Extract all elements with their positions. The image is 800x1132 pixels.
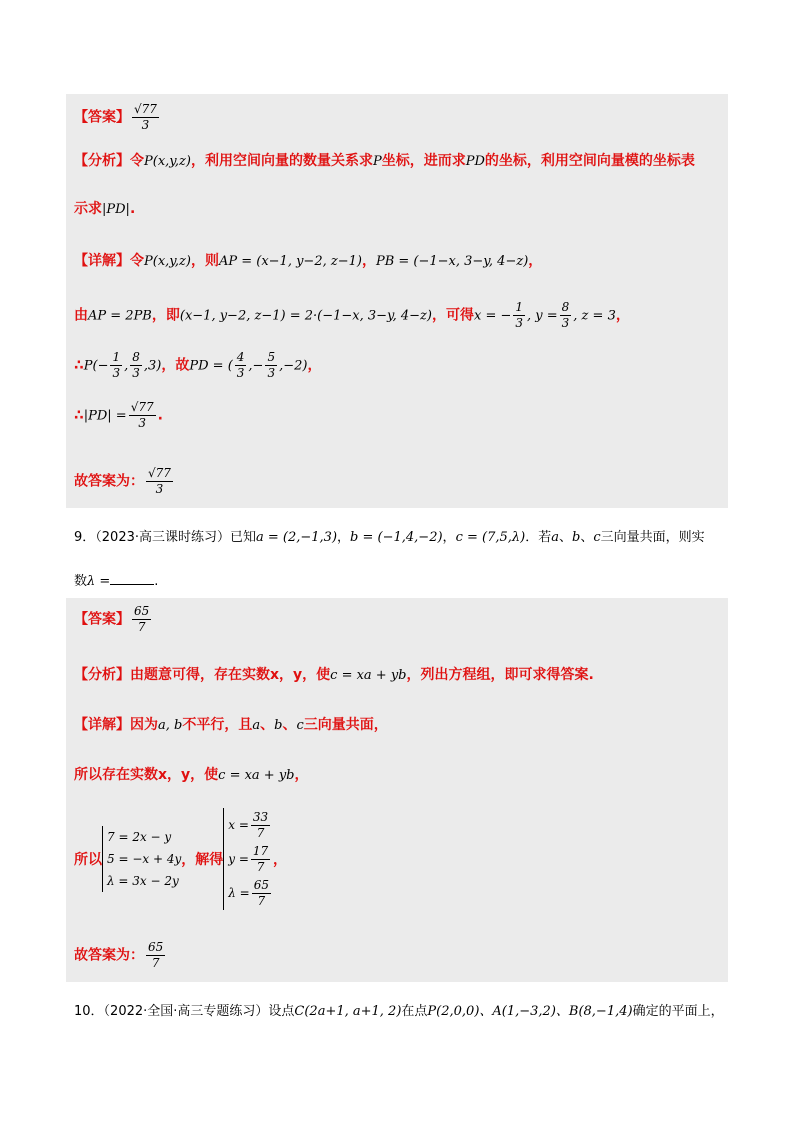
final-answer-line: 故答案为： $\frac{√77}{3}$ bbox=[74, 466, 171, 496]
question-10-line: 10．（2022·全国·高三专题练习）设点C(2a+1, a+1, 2)在点P(2,0,0)、A(1,−3,2)、B(8,−1,4)确定的平面上， bbox=[74, 1004, 724, 1019]
analysis-line: 【分析】由题意可得，存在实数x，y，使c = xa + yb，列出方程组，即可求得答案. bbox=[74, 667, 594, 683]
analysis-line: 【分析】令P(x,y,z)，利用空间向量的数量关系求P坐标，进而求PD的坐标，利用空间向量模的坐标表 bbox=[74, 153, 695, 169]
analysis-line-2: 示求|PD|. bbox=[74, 201, 136, 217]
answer-line bbox=[74, 102, 161, 133]
answer-fraction: $\frac{√77}{3}$ bbox=[134, 102, 157, 132]
detail-line: 【详解】因为a, b不平行，且a、b、c三向量共面， bbox=[74, 717, 388, 733]
detail-line-equation: 由AP = 2PB，即(x−1, y−2, z−1) = 2·(−1−x, 3−y, 4−z)，可得x = − $\frac{1}{3}$ , y = $\frac{8}{3}$ , z = 3， bbox=[74, 300, 630, 330]
detail-line: 【详解】令P(x,y,z)，则AP = (x−1, y−2, z−1)，PB = (−1−x, 3−y, 4−z)， bbox=[74, 253, 543, 269]
question-9-line-2: 数λ = . bbox=[74, 574, 159, 589]
detail-line-exist: 所以存在实数x，y，使c = xa + yb， bbox=[74, 767, 309, 783]
answer-block-q9 bbox=[66, 598, 728, 982]
detail-line-system: 所以 7 = 2x − y 5 = −x + 4y λ = 3x − 2y ，解得 x = $\frac{33}{7}$ y = $\frac{17}{7}$ λ = $\frac{65}{7}$ ， bbox=[74, 810, 288, 908]
answer-label: 【答案】 bbox=[74, 109, 130, 126]
question-9-line: 9．（2023·高三课时练习）已知a = (2,−1,3)，b = (−1,4,−2)，c = (7,5,λ)．若a、b、c三向量共面，则实 bbox=[74, 530, 705, 545]
equation-system: 7 = 2x − y 5 = −x + 4y λ = 3x − 2y bbox=[102, 826, 181, 892]
final-answer-line: 故答案为： $\frac{65}{7}$ bbox=[74, 940, 164, 970]
detail-line-modulus: ∴|PD| = $\frac{√77}{3}$ . bbox=[74, 400, 163, 430]
detail-line-point: ∴P(− $\frac{1}{3}$ , $\frac{8}{3}$ ,3)，故PD = ( $\frac{4}{3}$ ,− $\frac{5}{3}$ ,−2)， bbox=[74, 350, 322, 380]
solution-system: x = $\frac{33}{7}$ y = $\frac{17}{7}$ λ = $\frac{65}{7}$ bbox=[223, 808, 273, 910]
answer-line: 【答案】 $\frac{65}{7}$ bbox=[74, 604, 150, 634]
answer-blank[interactable] bbox=[110, 572, 154, 585]
